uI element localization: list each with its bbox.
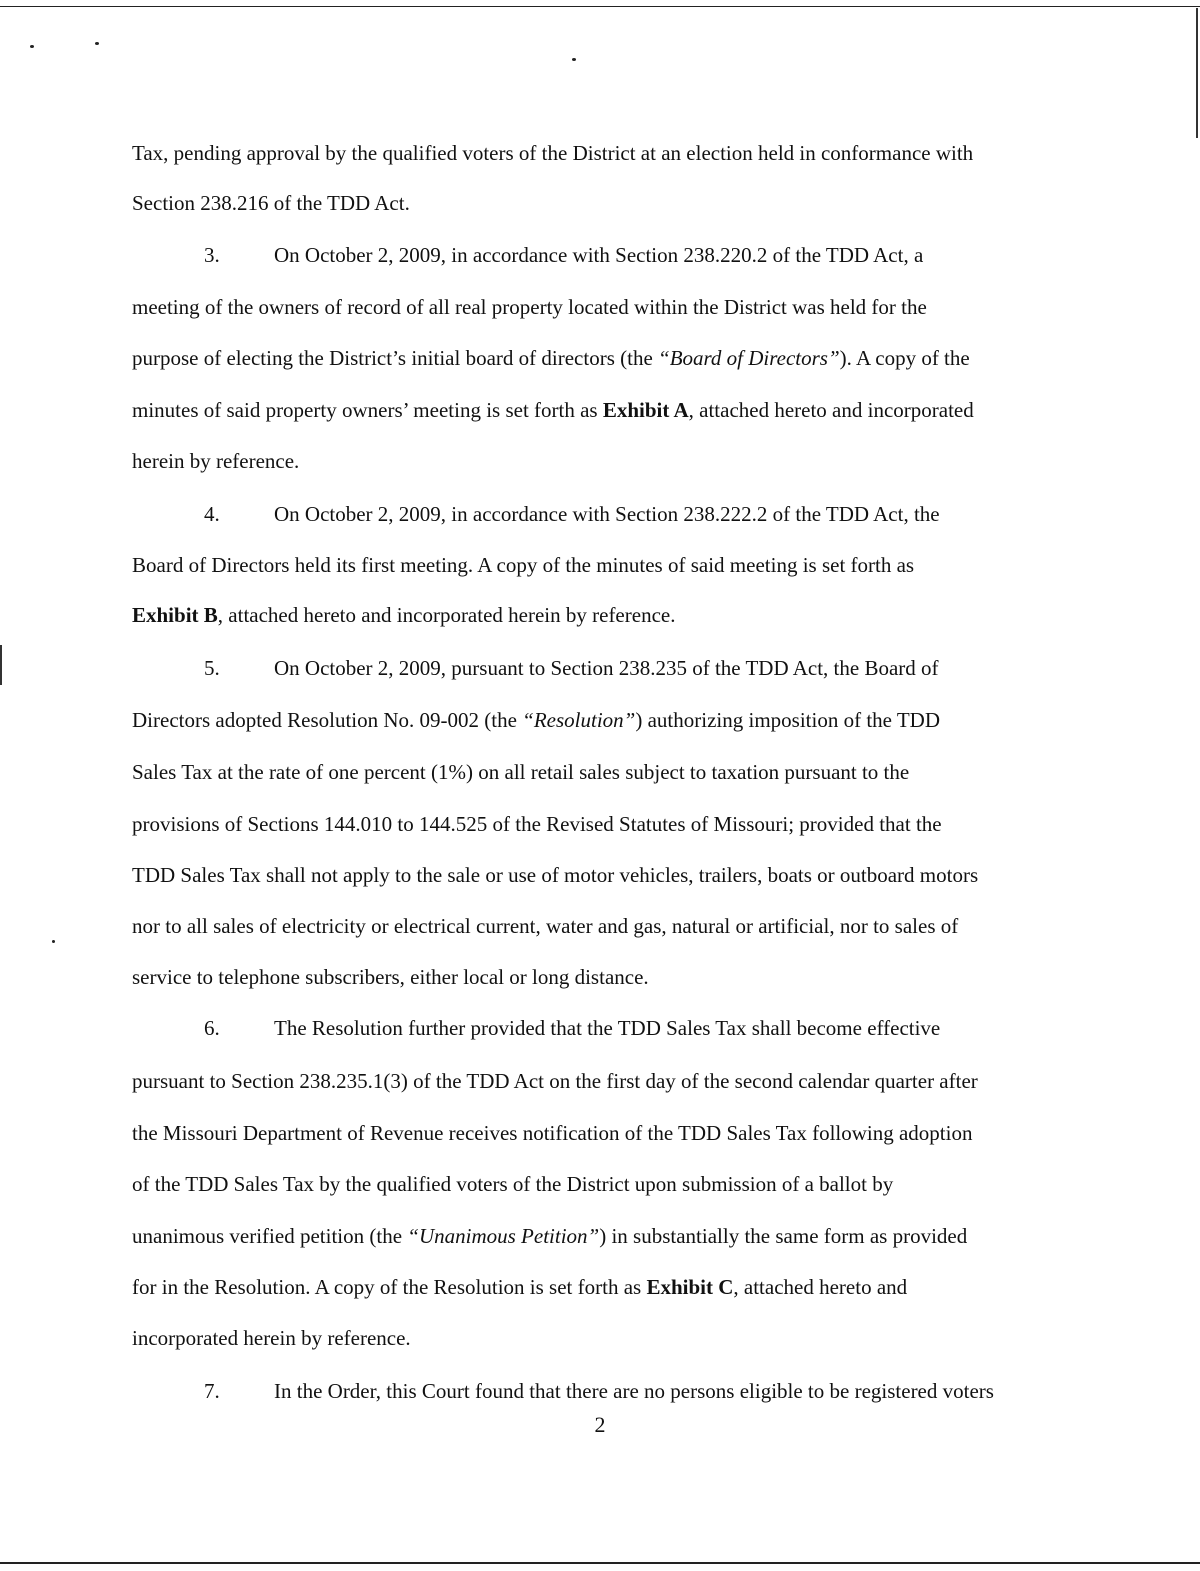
text-line: TDD Sales Tax shall not apply to the sale or use of motor vehicles, trailers, boats or outboard motors xyxy=(132,863,979,887)
paragraph-number: 7. xyxy=(204,1379,220,1403)
text-line: Tax, pending approval by the qualified voters of the District at an election held in conformance with xyxy=(132,141,974,165)
paragraph-number: 4. xyxy=(204,502,220,526)
text-line: minutes of said property owners’ meeting is set forth as Exhibit A, attached hereto and incorporated xyxy=(132,398,974,422)
text-line: herein by reference. xyxy=(132,449,300,473)
text-line: On October 2, 2009, in accordance with Section 238.220.2 of the TDD Act, a xyxy=(274,243,924,267)
text-line: for in the Resolution. A copy of the Resolution is set forth as Exhibit C, attached hereto and xyxy=(132,1275,908,1299)
scan-border-top xyxy=(0,6,1200,7)
text-line: Directors adopted Resolution No. 09-002 (the “Resolution”) authorizing imposition of the TDD xyxy=(132,708,941,732)
text-line: of the TDD Sales Tax by the qualified voters of the District upon submission of a ballot by xyxy=(132,1172,894,1196)
scan-speck xyxy=(95,42,99,45)
paragraph-number: 5. xyxy=(204,656,220,680)
scan-speck xyxy=(572,58,576,61)
defined-term: “Unanimous Petition” xyxy=(407,1224,600,1248)
text-line: meeting of the owners of record of all real property located within the District was held for the xyxy=(132,295,927,319)
scan-speck xyxy=(52,940,55,943)
text-line: In the Order, this Court found that there are no persons eligible to be registered voters xyxy=(274,1379,994,1403)
text-line: provisions of Sections 144.010 to 144.525 of the Revised Statutes of Missouri; provided that the xyxy=(132,812,942,836)
text-line: nor to all sales of electricity or electrical current, water and gas, natural or artificial, nor to sales of xyxy=(132,914,959,938)
exhibit-reference: Exhibit C xyxy=(646,1275,734,1299)
scan-border-bottom xyxy=(0,1562,1200,1564)
paragraph-number: 6. xyxy=(204,1016,220,1040)
exhibit-reference: Exhibit B xyxy=(132,603,218,627)
defined-term: “Board of Directors” xyxy=(658,346,840,370)
text-line: purpose of electing the District’s initial board of directors (the “Board of Directors”). A copy of the xyxy=(132,346,970,370)
paragraph-number: 3. xyxy=(204,243,220,267)
defined-term: “Resolution” xyxy=(522,708,636,732)
text-line: Board of Directors held its first meeting. A copy of the minutes of said meeting is set forth as xyxy=(132,553,915,577)
text-line: The Resolution further provided that the TDD Sales Tax shall become effective xyxy=(274,1016,941,1040)
exhibit-reference: Exhibit A xyxy=(602,398,689,422)
text-line: Sales Tax at the rate of one percent (1%) on all retail sales subject to taxation pursuant to the xyxy=(132,760,910,784)
text-line: unanimous verified petition (the “Unanimous Petition”) in substantially the same form as provided xyxy=(132,1224,968,1248)
scan-speck xyxy=(30,45,34,48)
text-line: Exhibit B, attached hereto and incorporated herein by reference. xyxy=(132,603,676,627)
text-line: On October 2, 2009, in accordance with Section 238.222.2 of the TDD Act, the xyxy=(274,502,940,526)
page-number: 2 xyxy=(594,1412,606,1437)
text-line: the Missouri Department of Revenue receives notification of the TDD Sales Tax following adoption xyxy=(132,1121,973,1145)
text-line: pursuant to Section 238.235.1(3) of the TDD Act on the first day of the second calendar quarter after xyxy=(132,1069,978,1093)
text-line: service to telephone subscribers, either local or long distance. xyxy=(132,965,649,989)
scan-border-left xyxy=(0,645,2,685)
text-line: Section 238.216 of the TDD Act. xyxy=(132,191,410,215)
text-line: incorporated herein by reference. xyxy=(132,1326,411,1350)
text-line: On October 2, 2009, pursuant to Section 238.235 of the TDD Act, the Board of xyxy=(274,656,939,680)
scan-border-right xyxy=(1196,8,1198,138)
